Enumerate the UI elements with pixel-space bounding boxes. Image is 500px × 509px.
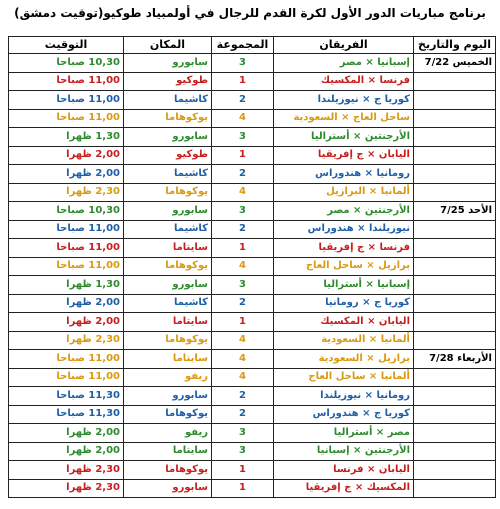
teams-cell: الأرجنتين × أستراليا: [274, 128, 414, 147]
group-cell: 3: [212, 424, 274, 443]
day-cell: الخميس 7/22: [414, 54, 496, 73]
group-cell: 3: [212, 202, 274, 221]
day-cell: [414, 313, 496, 332]
time-cell: 11,00 صباحا: [9, 220, 124, 239]
venue-cell: كاشيما: [124, 165, 212, 184]
venue-cell: يوكوهاما: [124, 331, 212, 350]
day-cell: [414, 294, 496, 313]
table-row: [9, 109, 496, 128]
day-cell: الأربعاء 7/28: [414, 350, 496, 369]
teams-cell: برازيل × السعودية: [274, 350, 414, 369]
group-cell: 2: [212, 165, 274, 184]
table-row: [9, 146, 496, 165]
table-row: [9, 257, 496, 276]
group-cell: 4: [212, 350, 274, 369]
venue-cell: سابورو: [124, 276, 212, 295]
table-row: [9, 405, 496, 424]
teams-cell: إسبانيا × مصر: [274, 54, 414, 73]
time-cell: 1,30 ظهرا: [9, 128, 124, 147]
group-cell: 3: [212, 128, 274, 147]
table-row: [9, 220, 496, 239]
teams-cell: الأرجنتين × إسبانيا: [274, 442, 414, 461]
day-cell: [414, 239, 496, 258]
venue-cell: سابورو: [124, 387, 212, 406]
group-cell: 2: [212, 387, 274, 406]
header-teams: الفريقان: [274, 37, 414, 54]
teams-cell: نيوزيلندا × هندوراس: [274, 220, 414, 239]
header-group: المجموعة: [212, 37, 274, 54]
venue-cell: طوكيو: [124, 146, 212, 165]
venue-cell: ريفو: [124, 424, 212, 443]
teams-cell: المكسيك × ج إفريقيا: [274, 479, 414, 498]
table-row: [9, 461, 496, 480]
teams-cell: مصر × أستراليا: [274, 424, 414, 443]
teams-cell: كوريا ج × رومانيا: [274, 294, 414, 313]
time-cell: 11,30 صباحا: [9, 405, 124, 424]
group-cell: 4: [212, 368, 274, 387]
group-cell: 1: [212, 313, 274, 332]
day-cell: [414, 405, 496, 424]
header-day: اليوم والتاريخ: [414, 37, 496, 54]
table-row: [9, 72, 496, 91]
venue-cell: سايتاما: [124, 442, 212, 461]
teams-cell: ألمانيا × السعودية: [274, 331, 414, 350]
day-cell: [414, 146, 496, 165]
time-cell: 11,00 صباحا: [9, 72, 124, 91]
time-cell: 11,00 صباحا: [9, 91, 124, 110]
group-cell: 1: [212, 72, 274, 91]
venue-cell: سابورو: [124, 54, 212, 73]
table-row: [9, 368, 496, 387]
table-row: [9, 54, 496, 73]
teams-cell: كوريا ج × نيوزيلندا: [274, 91, 414, 110]
venue-cell: يوكوهاما: [124, 461, 212, 480]
time-cell: 11,00 صباحا: [9, 257, 124, 276]
venue-cell: يوكوهاما: [124, 257, 212, 276]
time-cell: 11,30 صباحا: [9, 387, 124, 406]
group-cell: 3: [212, 54, 274, 73]
venue-cell: سابورو: [124, 202, 212, 221]
header-venue: المكان: [124, 37, 212, 54]
time-cell: 11,00 صباحا: [9, 368, 124, 387]
day-cell: [414, 331, 496, 350]
venue-cell: يوكوهاما: [124, 405, 212, 424]
venue-cell: سايتاما: [124, 239, 212, 258]
day-cell: [414, 479, 496, 498]
header-time: التوقيت: [9, 37, 124, 54]
table-row: [9, 202, 496, 221]
group-cell: 4: [212, 331, 274, 350]
teams-cell: اليابان × فرنسا: [274, 461, 414, 480]
day-cell: [414, 461, 496, 480]
group-cell: 2: [212, 91, 274, 110]
table-row: [9, 91, 496, 110]
page-title: برنامج مباريات الدور الأول لكرة القدم للرجال في أولمبياد طوكيو(توقيت دمشق): [14, 6, 486, 20]
time-cell: 11,00 صباحا: [9, 239, 124, 258]
table-row: [9, 165, 496, 184]
venue-cell: سابورو: [124, 128, 212, 147]
time-cell: 2,30 ظهرا: [9, 461, 124, 480]
venue-cell: طوكيو: [124, 72, 212, 91]
group-cell: 1: [212, 461, 274, 480]
venue-cell: كاشيما: [124, 294, 212, 313]
venue-cell: يوكوهاما: [124, 109, 212, 128]
schedule-table: [8, 36, 496, 498]
group-cell: 3: [212, 442, 274, 461]
day-cell: [414, 220, 496, 239]
day-cell: [414, 109, 496, 128]
day-cell: [414, 424, 496, 443]
group-cell: 4: [212, 109, 274, 128]
table-row: [9, 183, 496, 202]
day-cell: [414, 257, 496, 276]
day-cell: [414, 91, 496, 110]
time-cell: 11,00 صباحا: [9, 350, 124, 369]
venue-cell: ريفو: [124, 368, 212, 387]
day-cell: [414, 183, 496, 202]
teams-cell: كوريا ج × هندوراس: [274, 405, 414, 424]
time-cell: 2,30 ظهرا: [9, 183, 124, 202]
teams-cell: الأرجنتين × مصر: [274, 202, 414, 221]
table-row: [9, 331, 496, 350]
venue-cell: سايتاما: [124, 313, 212, 332]
venue-cell: يوكوهاما: [124, 183, 212, 202]
time-cell: 2,30 ظهرا: [9, 331, 124, 350]
header-row: [9, 37, 496, 54]
teams-cell: ألمانيا × ساحل العاج: [274, 368, 414, 387]
teams-cell: فرنسا × ج إفريقيا: [274, 239, 414, 258]
table-row: [9, 424, 496, 443]
table-row: [9, 387, 496, 406]
day-cell: [414, 368, 496, 387]
group-cell: 2: [212, 220, 274, 239]
day-cell: [414, 387, 496, 406]
teams-cell: ساحل العاج × السعودية: [274, 109, 414, 128]
table-row: [9, 128, 496, 147]
teams-cell: رومانيا × نيوزيلندا: [274, 387, 414, 406]
teams-cell: اليابان × ج إفريقيا: [274, 146, 414, 165]
table-row: [9, 350, 496, 369]
teams-cell: اليابان × المكسيك: [274, 313, 414, 332]
group-cell: 4: [212, 257, 274, 276]
table-row: [9, 294, 496, 313]
group-cell: 1: [212, 146, 274, 165]
time-cell: 2,00 ظهرا: [9, 165, 124, 184]
venue-cell: سايتاما: [124, 350, 212, 369]
table-row: [9, 276, 496, 295]
teams-cell: رومانيا × هندوراس: [274, 165, 414, 184]
group-cell: 1: [212, 239, 274, 258]
group-cell: 3: [212, 276, 274, 295]
table-row: [9, 442, 496, 461]
teams-cell: ألمانيا × البرازيل: [274, 183, 414, 202]
time-cell: 2,00 ظهرا: [9, 294, 124, 313]
group-cell: 2: [212, 294, 274, 313]
teams-cell: إسبانيا × أستراليا: [274, 276, 414, 295]
venue-cell: كاشيما: [124, 220, 212, 239]
time-cell: 10,30 صباحا: [9, 202, 124, 221]
time-cell: 11,00 صباحا: [9, 109, 124, 128]
time-cell: 10,30 صباحا: [9, 54, 124, 73]
day-cell: [414, 276, 496, 295]
table-row: [9, 479, 496, 498]
time-cell: 1,30 ظهرا: [9, 276, 124, 295]
table-row: [9, 239, 496, 258]
time-cell: 2,00 ظهرا: [9, 313, 124, 332]
group-cell: 1: [212, 479, 274, 498]
day-cell: [414, 442, 496, 461]
day-cell: [414, 72, 496, 91]
day-cell: [414, 165, 496, 184]
group-cell: 4: [212, 183, 274, 202]
table-row: [9, 313, 496, 332]
venue-cell: كاشيما: [124, 91, 212, 110]
time-cell: 2,00 ظهرا: [9, 424, 124, 443]
group-cell: 2: [212, 405, 274, 424]
day-cell: الأحد 7/25: [414, 202, 496, 221]
teams-cell: برازيل × ساحل العاج: [274, 257, 414, 276]
time-cell: 2,00 ظهرا: [9, 442, 124, 461]
time-cell: 2,00 ظهرا: [9, 146, 124, 165]
venue-cell: سابورو: [124, 479, 212, 498]
teams-cell: فرنسا × المكسيك: [274, 72, 414, 91]
day-cell: [414, 128, 496, 147]
time-cell: 2,30 ظهرا: [9, 479, 124, 498]
